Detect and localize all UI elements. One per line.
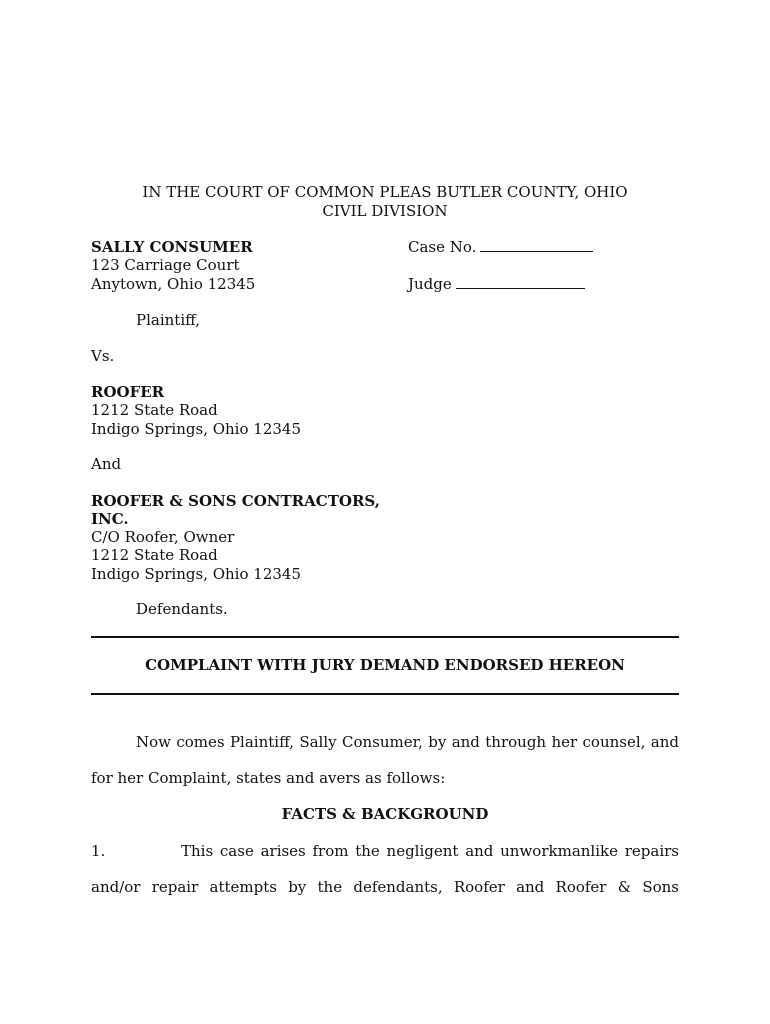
complaint-title: COMPLAINT WITH JURY DEMAND ENDORSED HEREON bbox=[145, 656, 625, 674]
judge-field bbox=[408, 275, 585, 293]
defendant2-name-line1: ROOFER & SONS CONTRACTORS, bbox=[91, 492, 380, 510]
judge-blank bbox=[456, 287, 585, 289]
plaintiff-address-line2: Anytown, Ohio 12345 bbox=[91, 275, 256, 293]
case-number-label: Case No. bbox=[408, 238, 477, 256]
defendant2-name-line2: INC. bbox=[91, 510, 129, 528]
court-heading: IN THE COURT OF COMMON PLEAS BUTLER COUNTY, OHIO bbox=[142, 183, 628, 201]
plaintiff-address-line1: 123 Carriage Court bbox=[91, 256, 240, 274]
title-top-rule bbox=[91, 636, 679, 638]
plaintiff-role: Plaintiff, bbox=[136, 311, 201, 329]
defendant2-address-line2: Indigo Springs, Ohio 12345 bbox=[91, 565, 301, 583]
defendants-role: Defendants. bbox=[136, 600, 228, 618]
intro-line2: for her Complaint, states and avers as follows: bbox=[91, 769, 446, 787]
and-text: And bbox=[91, 455, 122, 473]
case-number-field bbox=[408, 238, 593, 256]
defendant2-care-of: C/O Roofer, Owner bbox=[91, 528, 235, 546]
judge-label: Judge bbox=[408, 275, 452, 293]
title-bottom-rule bbox=[91, 693, 679, 695]
defendant1-name: ROOFER bbox=[91, 383, 165, 401]
defendant2-address-line1: 1212 State Road bbox=[91, 546, 218, 564]
paragraph1-number: 1. bbox=[91, 842, 106, 860]
defendant1-address-line2: Indigo Springs, Ohio 12345 bbox=[91, 420, 301, 438]
versus-text: Vs. bbox=[91, 347, 115, 365]
plaintiff-name: SALLY CONSUMER bbox=[91, 238, 253, 256]
defendant1-address-line1: 1212 State Road bbox=[91, 401, 218, 419]
division-heading: CIVIL DIVISION bbox=[322, 202, 448, 220]
paragraph1-line2: and/or repair attempts by the defendants, Roofer and Roofer & Sons bbox=[91, 878, 679, 896]
intro-line1: Now comes Plaintiff, Sally Consumer, by and through her counsel, and bbox=[136, 733, 679, 751]
section-heading: FACTS & BACKGROUND bbox=[281, 805, 489, 823]
case-number-blank bbox=[480, 250, 593, 252]
paragraph1-line1: This case arises from the negligent and unworkmanlike repairs bbox=[181, 842, 679, 860]
